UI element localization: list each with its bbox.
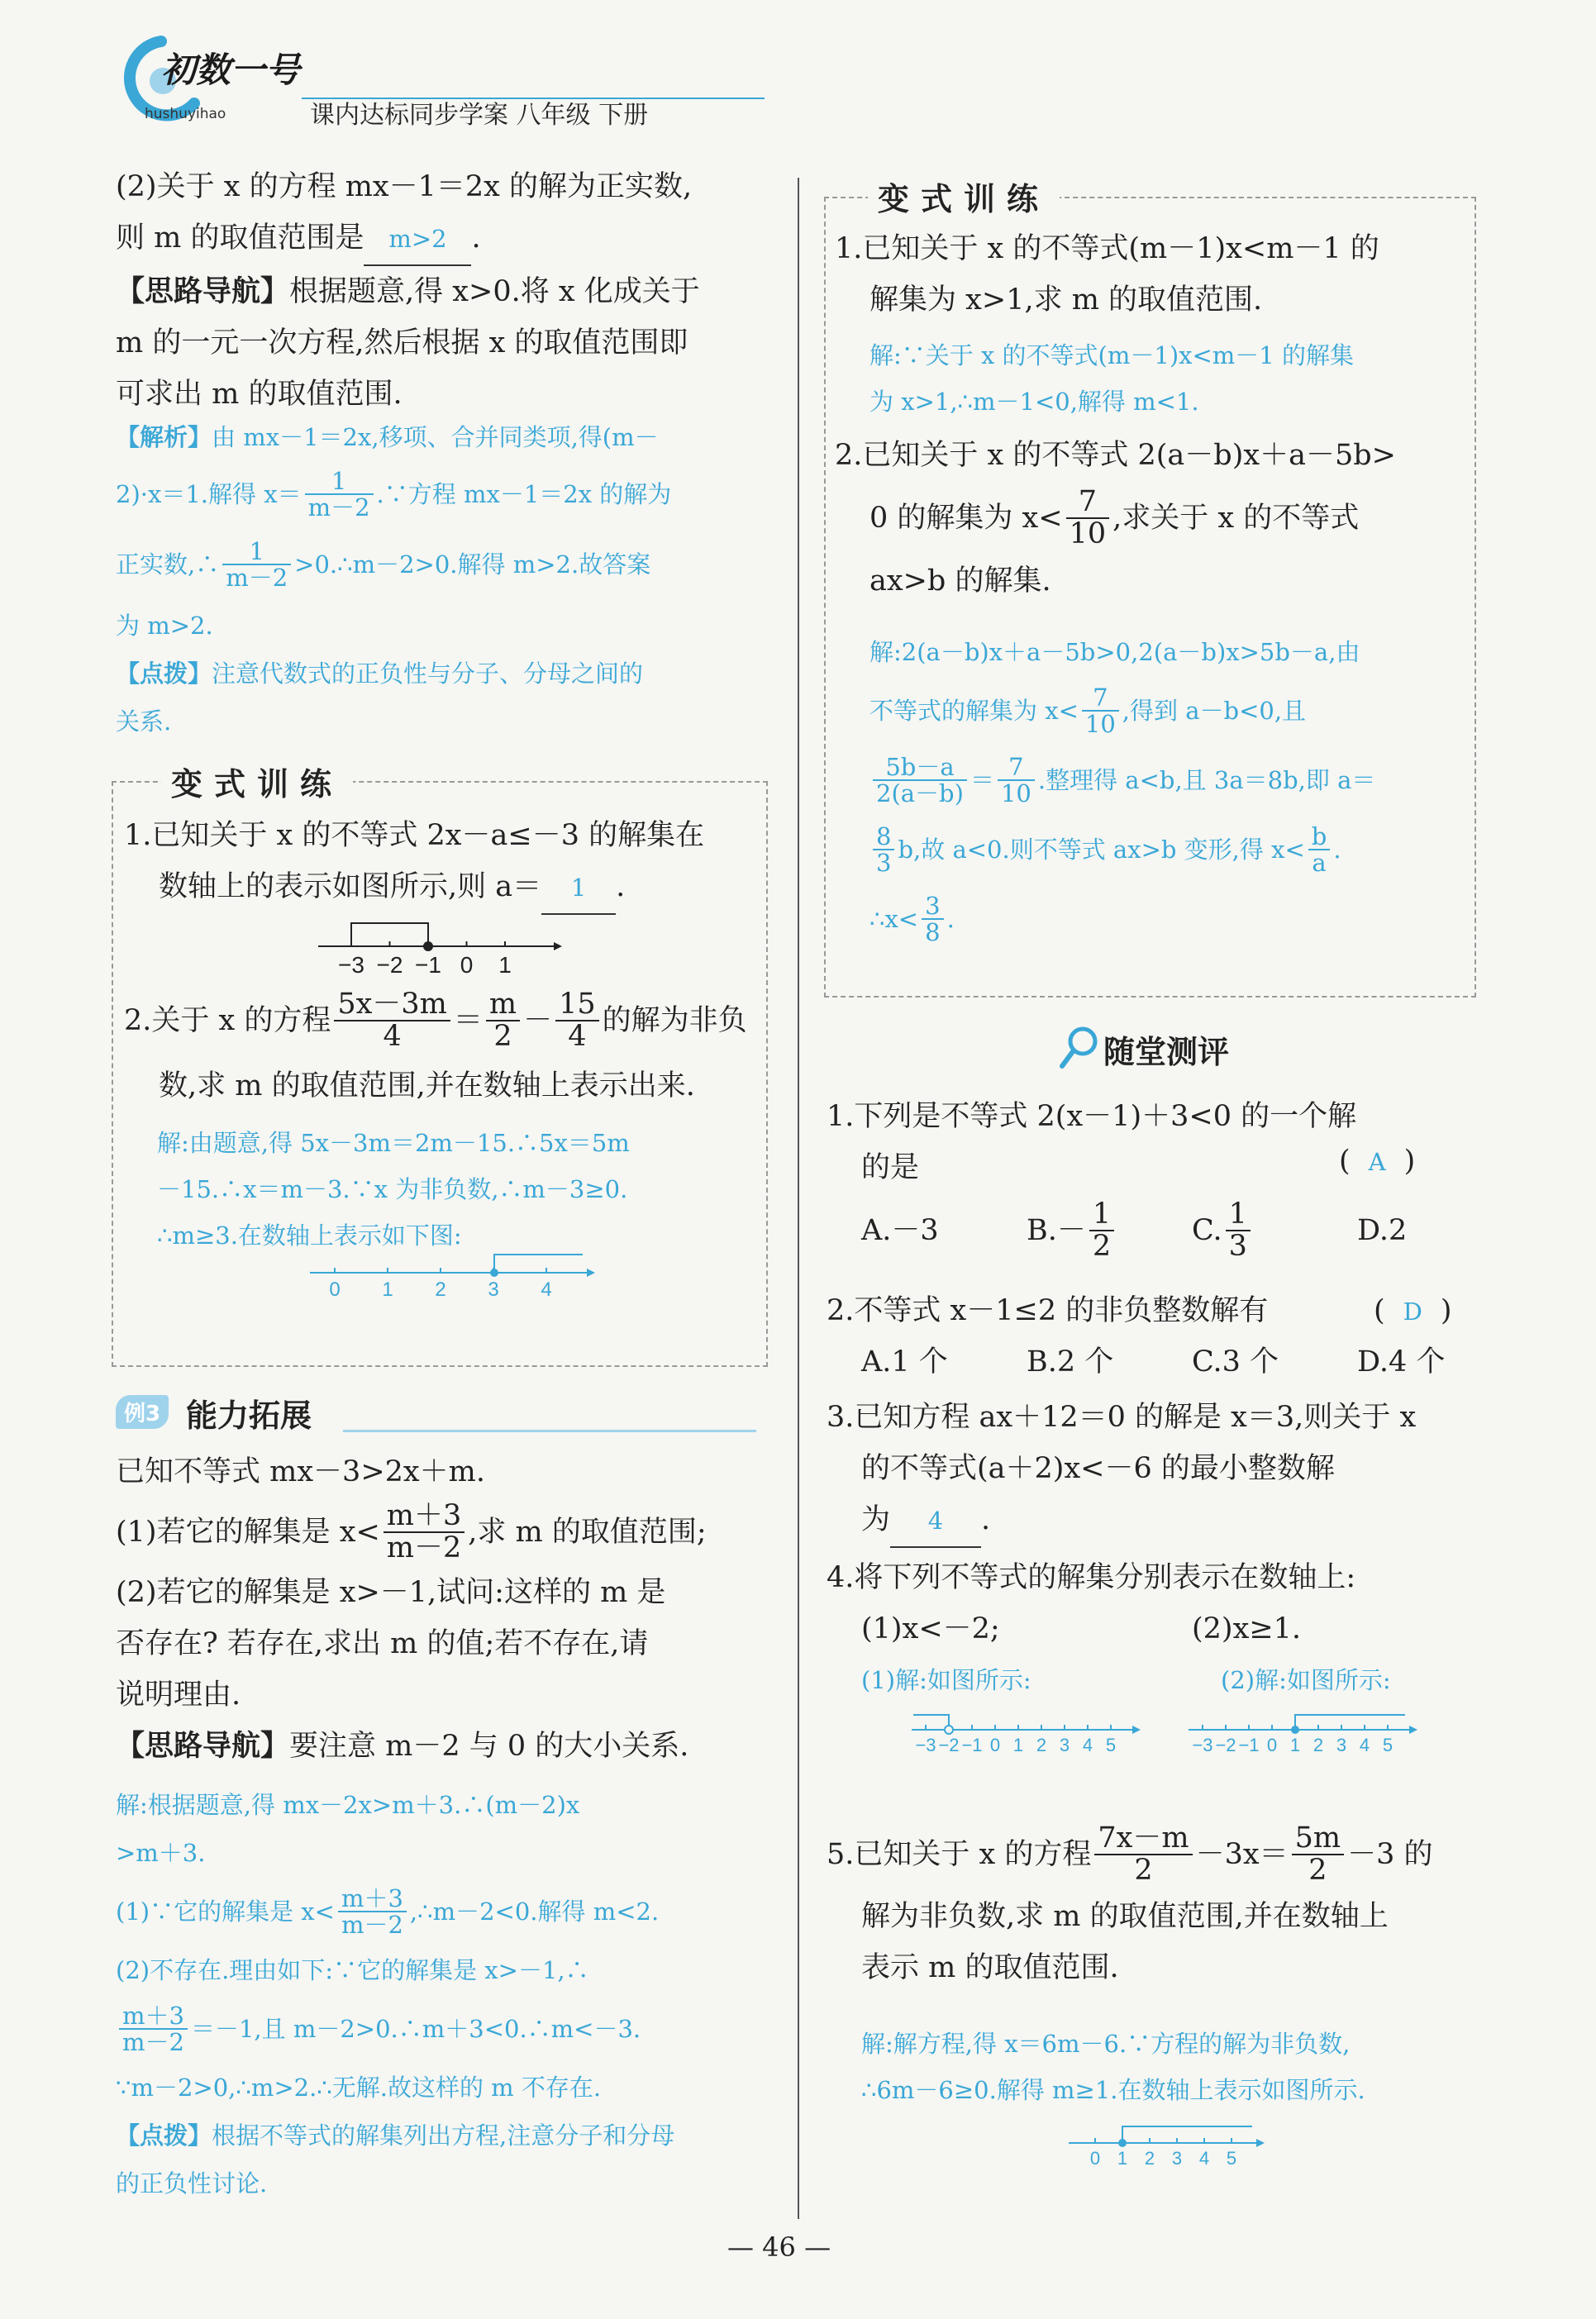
- axis-tick-label: −3: [338, 952, 364, 978]
- left-practice-2: [124, 988, 760, 1112]
- p2-line2: 数,求 m 的取值范围,并在数轴上表示出来.: [159, 1069, 695, 1102]
- axis-tick-label: −1: [1238, 1735, 1260, 1755]
- number-line-2: [306, 1248, 603, 1310]
- fraction: $\frac{5m}{2}$: [1292, 1823, 1344, 1886]
- fraction: $\frac{1}{2}$: [1089, 1199, 1114, 1262]
- ex3-sol6: ∵m－2>0,∴m>2.∴无解.故这样的 m 不存在.: [116, 2074, 602, 2102]
- sol-line4: 为 m>2.: [116, 612, 213, 640]
- axis-tick-label: −2: [376, 952, 403, 978]
- q3-line2: 的不等式(a＋2)x<－6 的最小整数解: [861, 1452, 1335, 1485]
- ex3-rule: [343, 1430, 756, 1432]
- fraction: $\frac{7}{10}$: [1066, 487, 1110, 550]
- fraction: $\frac{1}{m-2}$: [222, 539, 291, 591]
- q1-line1: 1.下列是不等式 2(x－1)＋3<0 的一个解: [827, 1100, 1357, 1133]
- right-practice-2: [835, 430, 1471, 607]
- ex3-think: 【思路导航】要注意 m－2 与 0 的大小关系.: [116, 1729, 689, 1763]
- axis-tick-label: 3: [488, 1279, 499, 1301]
- axis-tick-label: 3: [1059, 1735, 1070, 1755]
- ex3-solution: [116, 1781, 777, 2207]
- number-line-q4a: [909, 1707, 1149, 1764]
- axis-tick-label: 2: [1036, 1735, 1047, 1755]
- r2-sol1: 解:2(a－b)x＋a－5b>0,2(a－b)x>5b－a,由: [869, 638, 1360, 666]
- right-practice-title: 变式训练: [868, 174, 1060, 219]
- axis-tick-label: 3: [1336, 1735, 1347, 1755]
- r1-line1: 1.已知关于 x 的不等式(m－1)x<m－1 的: [835, 232, 1379, 265]
- ex3-q2-line1: (2)若它的解集是 x>－1,试问:这样的 m 是: [116, 1576, 666, 1609]
- ex3-tip1: 【点拨】根据不等式的解集列出方程,注意分子和分母: [116, 2121, 675, 2150]
- column-divider: [798, 178, 799, 2219]
- ex3-tip2: 的正负性讨论.: [116, 2169, 268, 2198]
- ex3-title: 能力拓展: [186, 1398, 312, 1434]
- q2-line1: 2.不等式 x－1≤2 的非负整数解有 ( D ): [827, 1285, 1479, 1336]
- axis-tick-label: 0: [1266, 1735, 1278, 1755]
- axis-tick-label: 4: [1198, 2148, 1210, 2169]
- fraction: $\frac{7x-m}{2}$: [1094, 1823, 1192, 1886]
- axis-tick-label: 0: [460, 952, 474, 978]
- axis-tick-label: 1: [1289, 1735, 1301, 1755]
- header-rule: [302, 98, 765, 99]
- axis-tick-label: 2: [1144, 2148, 1155, 2169]
- q1-answer-bracket: ( A ): [1339, 1145, 1416, 1178]
- q3-line3: 为 4 .: [827, 1494, 1479, 1548]
- ex3-sol3: (1)∵它的解集是 x< $\frac{m+3}{m-2}$ ,∴m－2<0.解得 m<2.: [116, 1883, 660, 1939]
- axis-tick-label: 4: [1082, 1735, 1093, 1755]
- q4-solutions: [861, 1657, 1481, 1703]
- fraction: $\frac{15}{4}$: [555, 989, 599, 1052]
- r2-sol4: $\frac{8}{3}$ b,故 a<0.则不等式 ax>b 变形,得 x< $\frac{b}{a}$ .: [869, 815, 1473, 884]
- q5-sol2: ∴6m－6≥0.解得 m≥1.在数轴上表示如图所示.: [861, 2076, 1365, 2104]
- quiz-q1: [827, 1091, 1479, 1268]
- ex3-sol5: $\frac{m+3}{m-2}$ ＝－1,且 m－2>0.∴m＋3<0.∴m<－3.: [116, 1994, 777, 2064]
- right-practice-2-solution: [869, 628, 1473, 954]
- r2-line2: 0 的解集为 x< $\frac{7}{10}$ ,求关于 x 的不等式: [869, 485, 1360, 550]
- header: [112, 33, 740, 132]
- axis-tick-label: 3: [1171, 2148, 1183, 2169]
- fraction: $\frac{b}{a}$: [1308, 824, 1331, 876]
- ex3-header: [112, 1388, 765, 1438]
- r2-sol5: ∴x< $\frac{3}{8}$ .: [869, 891, 955, 946]
- q2-think-3: 可求出 m 的取值范围.: [116, 378, 403, 411]
- p2-sol2: －15.∴x＝m－3.∵x 为非负数,∴m－3≥0.: [157, 1175, 628, 1203]
- ex3-line1: 已知不等式 mx－3>2x＋m.: [116, 1455, 485, 1488]
- left-practice-title: 变式训练: [161, 759, 353, 804]
- q5-line3: 表示 m 的取值范围.: [861, 1951, 1119, 1984]
- quiz-title: 随堂测评: [1103, 1034, 1230, 1070]
- sol-line2: 2)·x＝1.解得 x＝ $\frac{1}{m-2}$ .∵方程 mx－1＝2x 的解为: [116, 466, 672, 521]
- q5-line1: 5.已知关于 x 的方程 $\frac{7x-m}{2}$ －3x＝ $\frac{5m}{2}$ －3 的: [827, 1821, 1433, 1887]
- quiz-header: [1058, 1025, 1306, 1074]
- quiz-q3: [827, 1392, 1479, 1548]
- axis-tick-label: 1: [498, 952, 512, 978]
- left-practice-2-solution: [157, 1120, 760, 1259]
- q4-line1: 4.将下列不等式的解集分别表示在数轴上:: [827, 1561, 1356, 1594]
- q3-answer: 4: [890, 1495, 981, 1548]
- ex3-sol4: (2)不存在.理由如下:∵它的解集是 x>－1,∴: [116, 1956, 589, 1984]
- number-line-1: [314, 913, 562, 983]
- axis-tick-label: 5: [1226, 2148, 1237, 2169]
- p1-line2: 数轴上的表示如图所示,则 a＝ 1 .: [124, 861, 760, 915]
- fraction: $\frac{1}{3}$: [1226, 1199, 1251, 1262]
- page-number: — 46 —: [727, 2231, 831, 2263]
- axis-tick-label: 5: [1382, 1735, 1394, 1755]
- axis-tick-label: −1: [415, 952, 441, 978]
- q1-options: A.－3 B.－ $\frac{1}{2}$ C. $\frac{1}{3}$ D.2: [861, 1198, 1408, 1263]
- fraction: $\frac{m+3}{m-2}$: [119, 2003, 188, 2055]
- p2-line1: 2.关于 x 的方程 $\frac{5x-3m}{4}$ ＝ $\frac{m}{2}$ － $\frac{15}{4}$ 的解为非负: [124, 988, 747, 1053]
- axis-tick-label: 1: [382, 1279, 393, 1301]
- header-subtitle: 课内达标同步学案 八年级 下册: [310, 101, 649, 130]
- q1-line2: 的是 ( A ): [827, 1142, 1479, 1193]
- left-practice-1: [124, 810, 760, 915]
- p2-sol3: ∴m≥3.在数轴上表示如下图:: [157, 1221, 462, 1250]
- quiz-q4: [827, 1552, 1479, 1655]
- number-line-q4b: [1186, 1707, 1426, 1764]
- r1-line2: 解集为 x>1,求 m 的取值范围.: [869, 283, 1263, 317]
- quiz-q5: [827, 1818, 1479, 1993]
- axis-tick-label: −3: [915, 1735, 936, 1755]
- axis-tick-label: 5: [1105, 1735, 1117, 1755]
- brand-name: 初数一号: [161, 50, 301, 90]
- r2-line1: 2.已知关于 x 的不等式 2(a－b)x＋a－5b>: [835, 439, 1396, 472]
- axis-tick-label: 0: [1089, 2148, 1101, 2169]
- axis-tick-label: 0: [989, 1735, 1001, 1755]
- quiz-q2: [827, 1285, 1479, 1388]
- fraction: $\frac{m+3}{m-2}$: [338, 1886, 407, 1938]
- ex3-sol2: >m＋3.: [116, 1839, 206, 1867]
- q4-sol-b: (2)解:如图所示:: [1221, 1666, 1391, 1694]
- axis-tick-label: 4: [541, 1279, 552, 1301]
- brand-pinyin: hushuyihao: [145, 106, 226, 122]
- fraction: $\frac{7}{10}$: [998, 755, 1035, 807]
- axis-tick-label: 0: [329, 1279, 341, 1301]
- q2-answer-bracket: ( D ): [1374, 1294, 1452, 1327]
- q2-think-1: 【思路导航】根据题意,得 x>0.将 x 化成关于: [116, 274, 700, 308]
- axis-tick-label: 1: [1117, 2148, 1128, 2169]
- fraction: $\frac{5b-a}{2(a-b)}$: [873, 755, 967, 807]
- ex3-body: [116, 1446, 777, 1772]
- fraction: $\frac{m}{2}$: [486, 989, 520, 1052]
- magnifier-icon: [1058, 1025, 1099, 1071]
- axis-tick-label: 2: [435, 1279, 446, 1301]
- fraction: $\frac{7}{10}$: [1082, 685, 1119, 737]
- q2-answer: m>2: [364, 213, 471, 266]
- q2-think-2: m 的一元一次方程,然后根据 x 的取值范围即: [116, 326, 688, 360]
- sol-line3: 正实数,∴ $\frac{1}{m-2}$ >0.∴m－2>0.解得 m>2.故答案: [116, 536, 651, 592]
- fraction: $\frac{8}{3}$: [873, 824, 894, 876]
- number-line-q5: [1066, 2120, 1273, 2178]
- axis-tick-label: 1: [1012, 1735, 1024, 1755]
- ex3-q1: (1)若它的解集是 x< $\frac{m+3}{m-2}$ ,求 m 的取值范围;: [116, 1499, 707, 1564]
- right-practice-1: [835, 223, 1471, 326]
- right-practice-1-solution: [869, 332, 1473, 425]
- q4-sol-a: (1)解:如图所示:: [861, 1666, 1031, 1694]
- q2-line2: 则 m 的取值范围是 m>2 .: [116, 212, 777, 266]
- fraction: $\frac{1}{m-2}$: [305, 469, 374, 521]
- ex3-q2-line2: 否存在? 若存在,求出 m 的值;若不存在,请: [116, 1627, 649, 1660]
- fraction: $\frac{m+3}{m-2}$: [384, 1501, 465, 1564]
- r1-sol2: 为 x>1,∴m－1<0,解得 m<1.: [869, 388, 1199, 416]
- ex3-badge: 例3: [116, 1395, 169, 1429]
- ex3-q2-line3: 说明理由.: [116, 1679, 241, 1712]
- q5-solution: [861, 2021, 1481, 2113]
- left-q2: [116, 161, 777, 420]
- q4-parts: (1)x<－2; (2)x≥1.: [861, 1612, 1302, 1645]
- r2-line3: ax>b 的解集.: [869, 564, 1051, 598]
- tip-line2: 关系.: [116, 707, 172, 736]
- r2-sol3: $\frac{5b-a}{2(a-b)}$ ＝ $\frac{7}{10}$ .整理得 a<b,且 3a＝8b,即 a＝: [869, 745, 1473, 815]
- p1-answer: 1: [541, 862, 616, 915]
- axis-tick-label: −2: [1215, 1735, 1236, 1755]
- tip-line1: 【点拨】注意代数式的正负性与分子、分母之间的: [116, 660, 644, 688]
- fraction: $\frac{5x-3m}{4}$: [334, 989, 450, 1052]
- axis-tick-label: −3: [1192, 1735, 1213, 1755]
- r1-sol1: 解:∵关于 x 的不等式(m－1)x<m－1 的解集: [869, 341, 1354, 369]
- ex3-sol1: 解:根据题意,得 mx－2x>m＋3.∴(m－2)x: [116, 1791, 580, 1819]
- sol-line1: 【解析】由 mx－1＝2x,移项、合并同类项,得(m－: [116, 423, 659, 451]
- q5-line2: 解为非负数,求 m 的取值范围,并在数轴上: [861, 1900, 1389, 1933]
- axis-tick-label: −2: [938, 1735, 960, 1755]
- axis-tick-label: 4: [1359, 1735, 1370, 1755]
- axis-tick-label: 2: [1313, 1735, 1324, 1755]
- fraction: $\frac{3}{8}$: [922, 893, 943, 945]
- left-q2-solution: [116, 413, 777, 745]
- q3-line1: 3.已知方程 ax＋12＝0 的解是 x＝3,则关于 x: [827, 1401, 1417, 1434]
- q2-line1: (2)关于 x 的方程 mx－1＝2x 的解为正实数,: [116, 170, 693, 203]
- p1-line1: 1.已知关于 x 的不等式 2x－a≤－3 的解集在: [124, 819, 705, 852]
- axis-tick-label: −1: [961, 1735, 983, 1755]
- p2-sol1: 解:由题意,得 5x－3m＝2m－15.∴5x＝5m: [157, 1129, 630, 1157]
- r2-sol2: 不等式的解集为 x< $\frac{7}{10}$ ,得到 a－b<0,且: [869, 683, 1307, 738]
- q5-sol1: 解:解方程,得 x＝6m－6.∵方程的解为非负数,: [861, 2030, 1351, 2058]
- q2-options: A.1 个 B.2 个 C.3 个 D.4 个: [861, 1345, 1446, 1379]
